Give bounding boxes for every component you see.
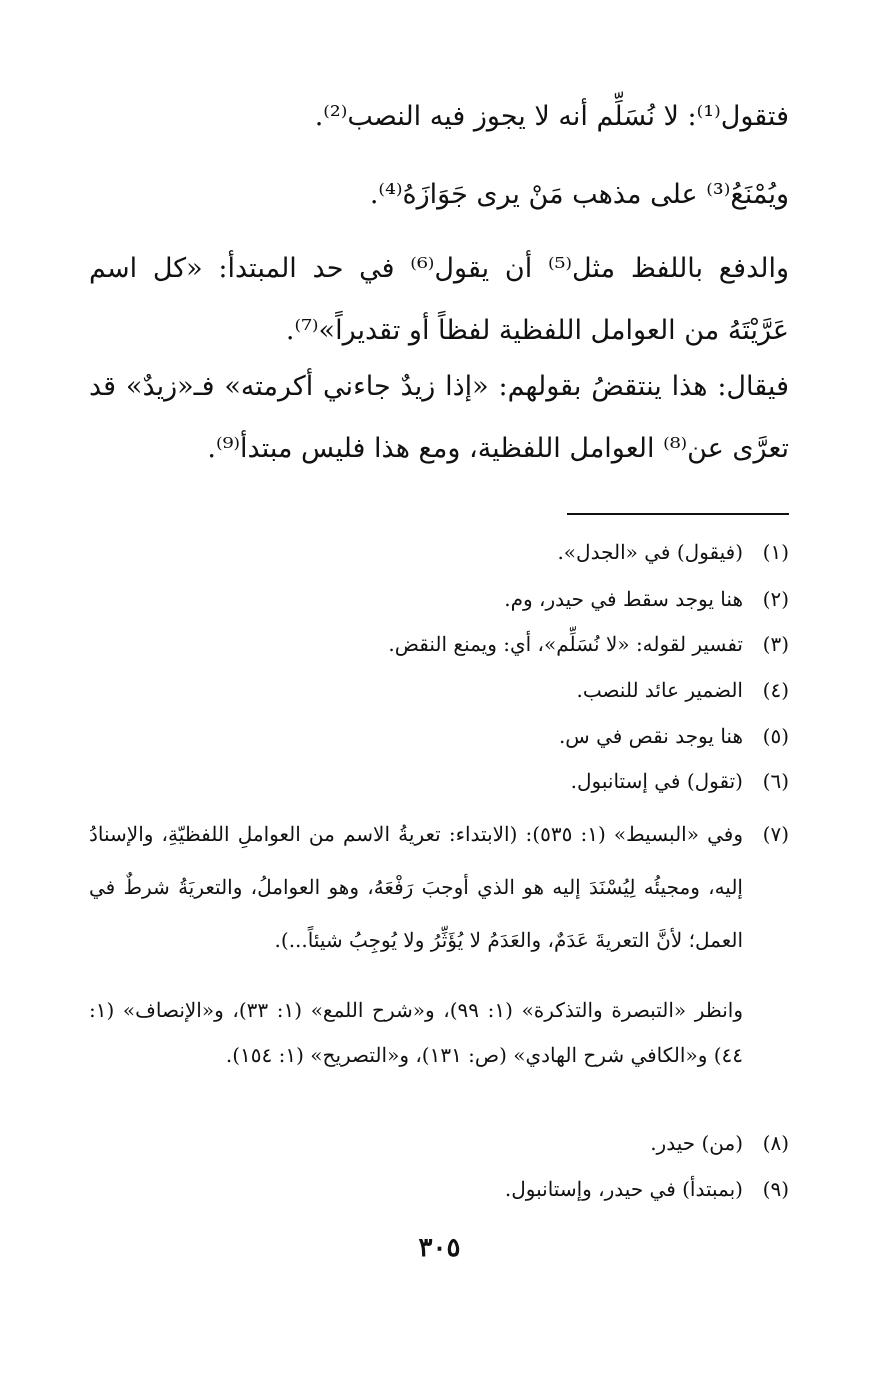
footnote-7-continuation: وانظر «التبصرة والتذكرة» (١: ٩٩)، و«شرح اللمع» (١: ٣٣)، و«الإنصاف» (١: ٤٤) و«الكافي شرح الهادي» (ص: ١٣١)، و«التصريح» (١: ١٥٤).	[89, 998, 743, 1067]
footnote-text: (فيقول) في «الجدل».	[557, 540, 743, 564]
page-number: ٣٠٥	[418, 1233, 461, 1263]
footnote-5	[89, 719, 789, 753]
footnote-4	[89, 673, 789, 707]
footnote-number: (٣)	[762, 632, 789, 656]
footnote-text: هنا يوجد سقط في حيدر، وم.	[504, 587, 743, 611]
body-paragraph-2: ويُمْنَعُ⁽³⁾ على مذهب مَنْ يرى جَوَازَهُ⁽⁴⁾.	[369, 179, 789, 210]
footnote-1	[89, 535, 789, 569]
footnote-text: الضمير عائد للنصب.	[576, 678, 743, 702]
footnote-number: (٦)	[762, 769, 789, 793]
body-paragraph-1: فتقول⁽¹⁾: لا نُسَلِّم أنه لا يجوز فيه النصب⁽²⁾.	[314, 101, 789, 132]
footnote-number: (٢)	[762, 587, 789, 611]
body-paragraph-3: والدفع باللفظ مثل⁽⁵⁾ أن يقول⁽⁶⁾ في حد المبتدأ: «كل اسم عَرَّيْتَهُ من العوامل اللفظية لفظاً أو تقديراً»⁽⁷⁾.	[89, 253, 790, 346]
footnote-text: وفي «البسيط» (١: ٥٣٥): (الابتداء: تعريةُ الاسم من العواملِ اللفظيّةِ، والإسنادُ إليه، ومجيئُه لِيُسْنَدَ إليه هو الذي أوجبَ رَفْعَهُ، وهو العواملُ، والتعريَةُ شرطٌ في العمل؛ لأنَّ التعريةَ عَدَمٌ، والعَدَمُ لا يُؤَثِّرُ ولا يُوجِبُ شيئاً...).	[89, 822, 743, 952]
footnote-text: (بمبتدأ) في حيدر، وإستانبول.	[504, 1177, 743, 1201]
footnote-separator	[567, 513, 789, 515]
body-paragraph-4: فيقال: هذا ينتقضُ بقولهم: «إذا زيدٌ جاءني أكرمته» فـ«زيدٌ» قد تعرَّى عن⁽⁸⁾ العوامل اللفظية، ومع هذا فليس مبتدأ⁽⁹⁾.	[89, 371, 789, 464]
footnote-text: هنا يوجد نقص في س.	[558, 724, 743, 748]
footnote-text: تفسير لقوله: «لا نُسَلِّم»، أي: ويمنع النقض.	[388, 632, 743, 656]
footnote-7	[89, 808, 789, 967]
footnote-9	[89, 1172, 789, 1206]
footnote-text: (من) حيدر.	[650, 1131, 743, 1155]
footnote-3	[89, 627, 789, 661]
footnote-number: (٧)	[762, 822, 789, 846]
footnote-number: (٤)	[762, 678, 789, 702]
footnote-8	[89, 1126, 789, 1160]
footnote-number: (٨)	[762, 1131, 789, 1155]
footnote-2	[89, 582, 789, 616]
footnote-number: (١)	[762, 540, 789, 564]
footnote-6	[89, 764, 789, 798]
footnote-text: (تقول) في إستانبول.	[570, 769, 743, 793]
footnote-number: (٩)	[762, 1177, 789, 1201]
footnote-number: (٥)	[762, 724, 789, 748]
